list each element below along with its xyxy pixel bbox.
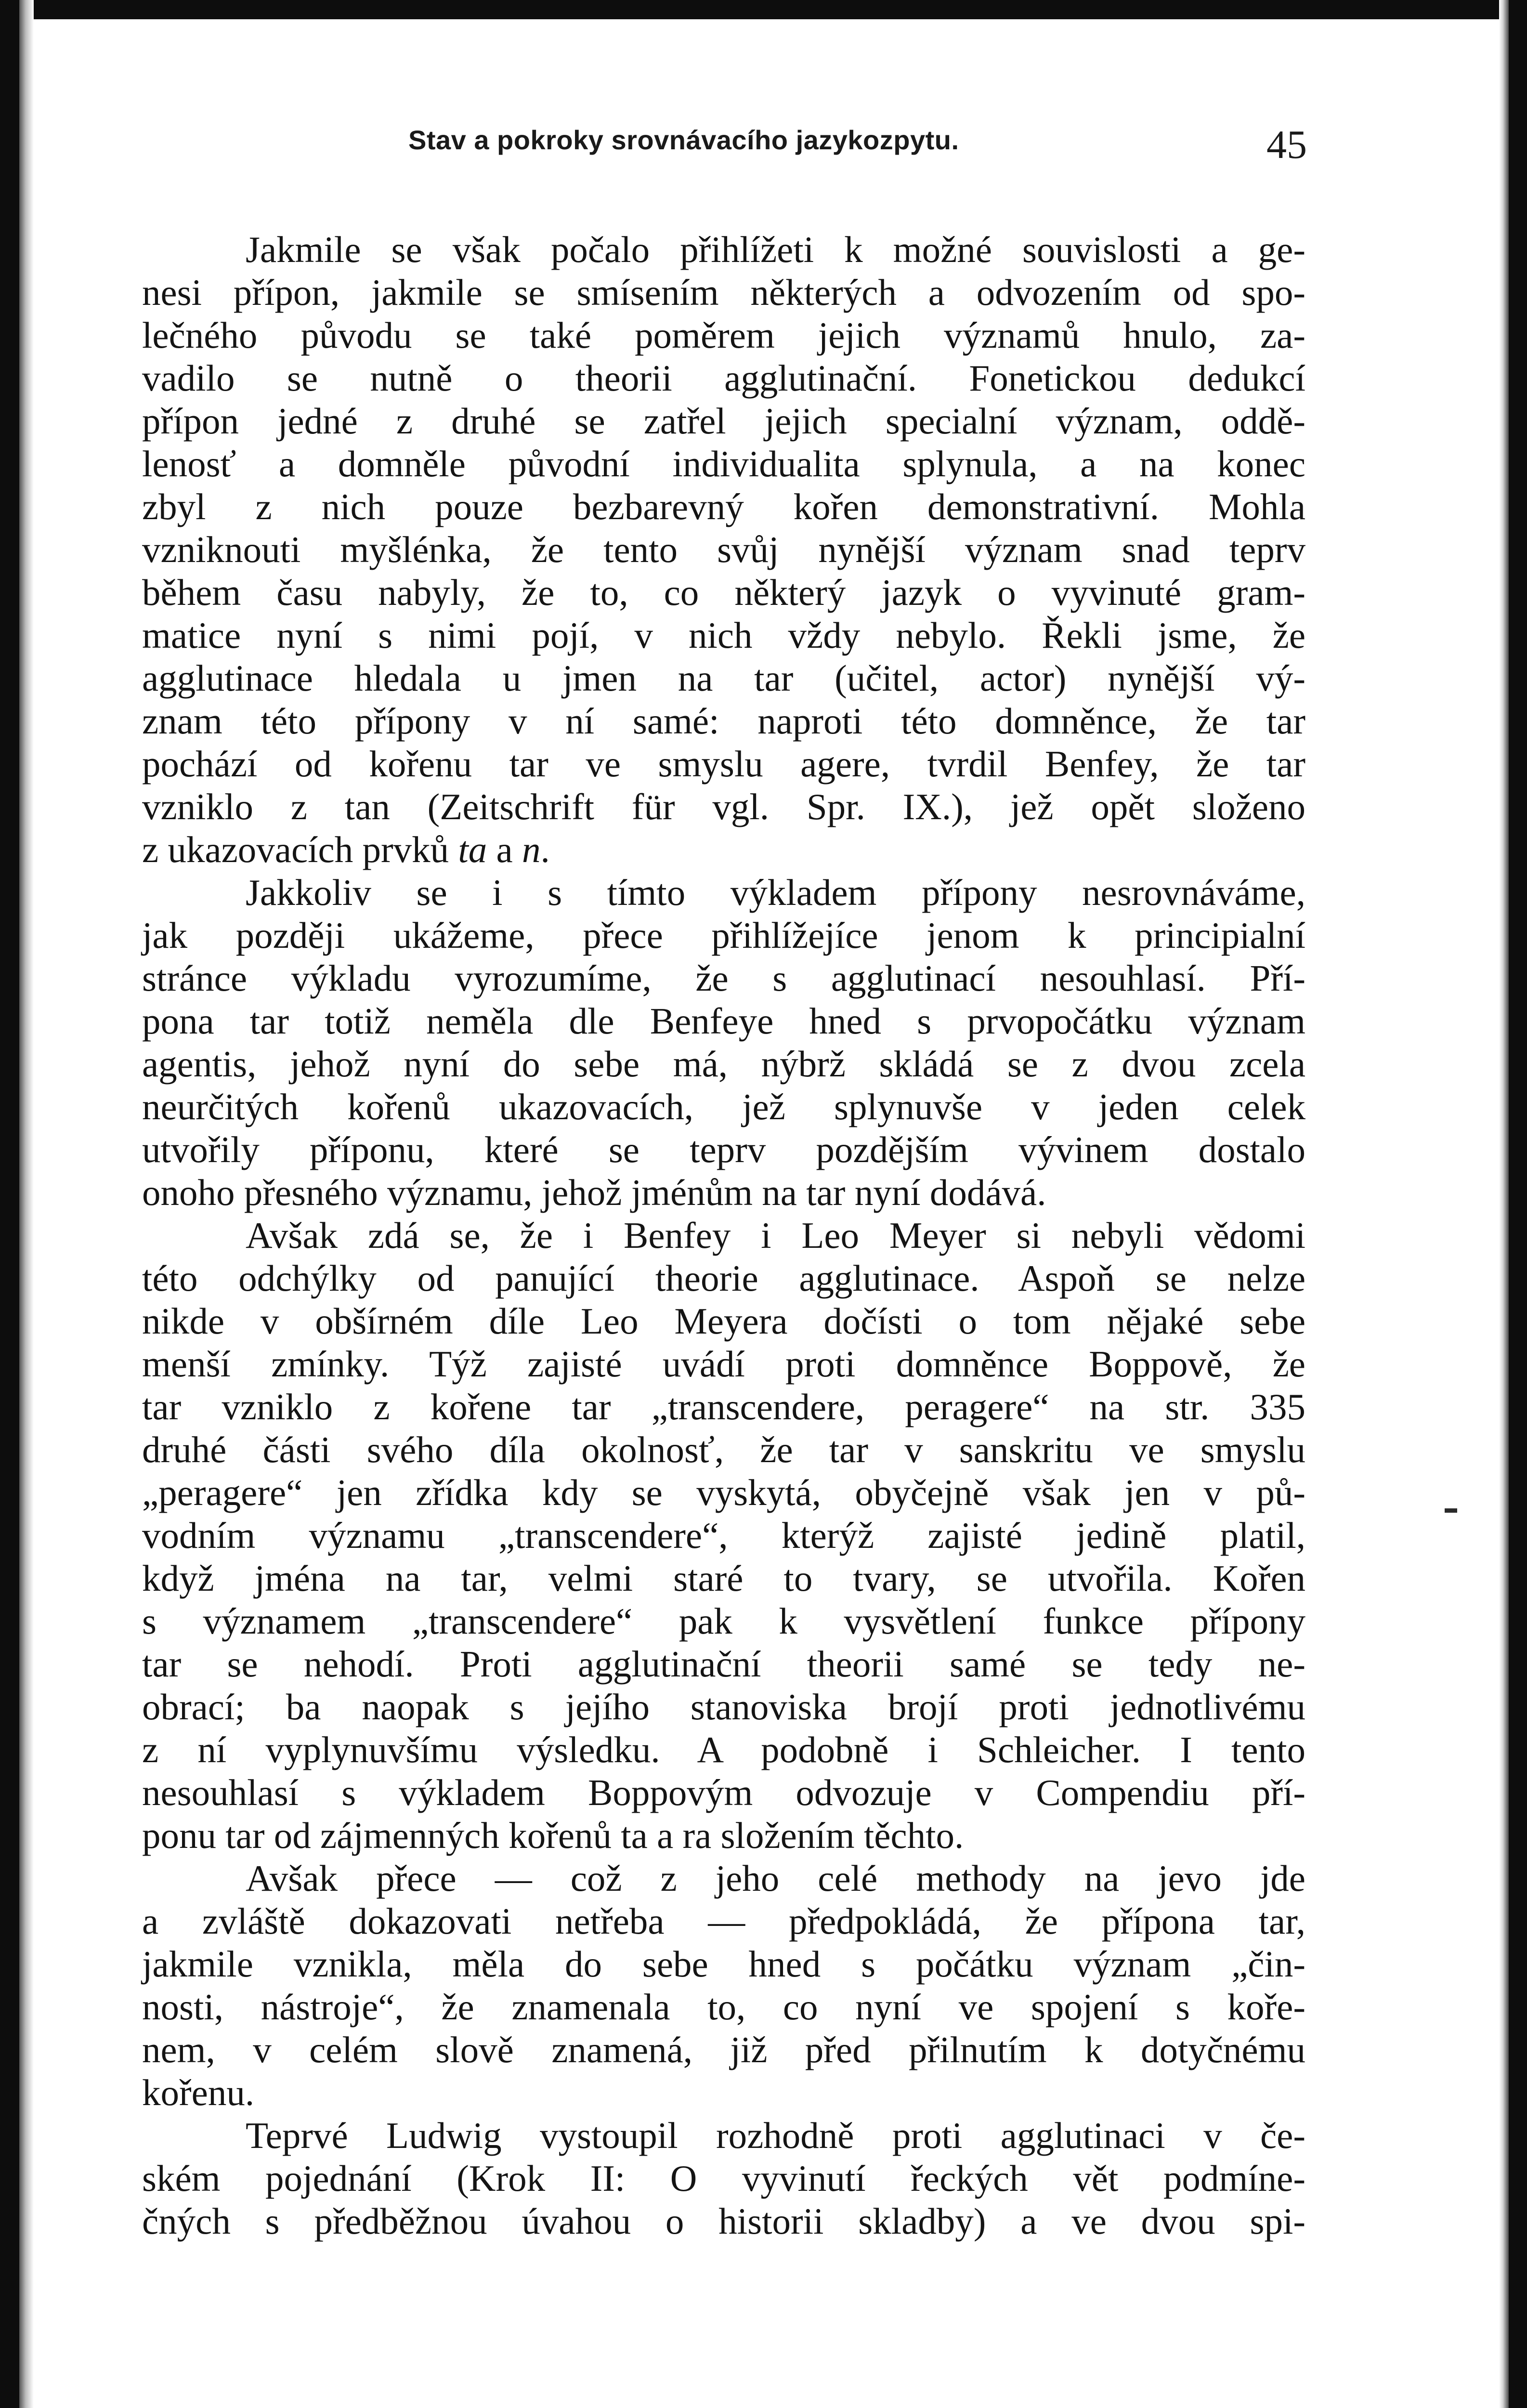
text-line: vodním významu „transcendere“, kterýž zajisté jedině platil, [142, 1515, 1305, 1556]
text-line: agentis, jehož nyní do sebe má, nýbrž skládá se z dvou zcela [142, 1043, 1305, 1085]
text-line: přípon jedné z druhé se zatřel jejich specialní význam, oddě- [142, 400, 1305, 442]
text-line: Jakmile se však počalo přihlížeti k možné souvislosti a ge- [246, 229, 1305, 270]
text-line: lečného původu se také poměrem jejich významů hnulo, za- [142, 314, 1305, 356]
margin-mark [1445, 1508, 1457, 1513]
text-line: matice nyní s nimi pojí, v nich vždy nebylo. Řekli jsme, že [142, 615, 1305, 656]
text-line: tar vzniklo z kořene tar „transcendere, peragere“ na str. 335 [142, 1386, 1305, 1427]
scan-border-top [0, 0, 1527, 19]
text-line: vzniknouti myšlénka, že tento svůj nynější význam snad teprv [142, 529, 1305, 570]
text-line: nesouhlasí s výkladem Boppovým odvozuje v Compendiu pří- [142, 1772, 1305, 1813]
text-line: Avšak zdá se, že i Benfey i Leo Meyer si nebyli vědomi [246, 1215, 1305, 1256]
text-line: této odchýlky od panující theorie agglutinace. Aspoň se nelze [142, 1257, 1305, 1299]
text-line: druhé části svého díla okolnosť, že tar v sanskritu ve smyslu [142, 1429, 1305, 1470]
text-line: znam této přípony v ní samé: naproti této domněnce, že tar [142, 700, 1305, 742]
text-line: nesi přípon, jakmile se smísením některých a odvozením od spo- [142, 272, 1305, 313]
text-line: Teprvé Ludwig vystoupil rozhodně proti agglutinaci v če- [246, 2115, 1305, 2156]
text-line: zbyl z nich pouze bezbarevný kořen demonstrativní. Mohla [142, 486, 1305, 527]
text-line: vzniklo z tan (Zeitschrift für vgl. Spr. IX.), jež opět složeno [142, 786, 1305, 827]
text-line: jak později ukážeme, přece přihlížejíce jenom k principialní [142, 915, 1305, 956]
text-line: během času nabyly, že to, co některý jazyk o vyvinuté gram- [142, 572, 1305, 613]
scan-shadow-left [19, 0, 34, 2408]
text-line: jakmile vznikla, měla do sebe hned s počátku význam „čin- [142, 1943, 1305, 1985]
text-line: kořenu. [142, 2072, 255, 2113]
scan-shadow-right [1499, 0, 1509, 2408]
text-line: čných s předběžnou úvahou o historii skladby) a ve dvou spi- [142, 2200, 1305, 2242]
text-line: tar se nehodí. Proti agglutinační theorii samé se tedy ne- [142, 1643, 1305, 1685]
text-line: ponu tar od zájmenných kořenů ta a ra složením těchto. [142, 1815, 964, 1856]
text-line: pona tar totiž neměla dle Benfeye hned s prvopočátku význam [142, 1000, 1305, 1042]
page-number: 45 [1266, 122, 1307, 167]
text-line: obrací; ba naopak s jejího stanoviska brojí proti jednotlivému [142, 1686, 1305, 1727]
text-line: když jména na tar, velmi staré to tvary, se utvořila. Kořen [142, 1557, 1305, 1599]
text-line: onoho přesného významu, jehož jménům na tar nyní dodává. [142, 1172, 1046, 1213]
text-line: z ní vyplynuvšímu výsledku. A podobně i Schleicher. I tento [142, 1729, 1305, 1770]
text-line: „peragere“ jen zřídka kdy se vyskytá, obyčejně však jen v pů- [142, 1472, 1305, 1513]
text-line: vadilo se nutně o theorii agglutinační. Fonetickou dedukcí [142, 357, 1305, 399]
text-line: a zvláště dokazovati netřeba — předpokládá, že přípona tar, [142, 1900, 1305, 1942]
text-line: pochází od kořenu tar ve smyslu agere, tvrdil Benfey, že tar [142, 743, 1305, 785]
text-line: Jakkoliv se i s tímto výkladem přípony nesrovnáváme, [246, 872, 1305, 913]
text-line: nosti, nástroje“, že znamenala to, co nyní ve spojení s koře- [142, 1986, 1305, 2028]
text-line: menší zmínky. Týž zajisté uvádí proti domněnce Boppově, že [142, 1343, 1305, 1385]
text-line: z ukazovacích prvků ta a n. [142, 829, 550, 870]
text-line: neurčitých kořenů ukazovacích, jež splynuvše v jeden celek [142, 1086, 1305, 1127]
text-line: s významem „transcendere“ pak k vysvětlení funkce přípony [142, 1600, 1305, 1642]
text-line: nikde v obšírném díle Leo Meyera dočísti o tom nějaké sebe [142, 1300, 1305, 1342]
text-line: ském pojednání (Krok II: O vyvinutí řeckých vět podmíne- [142, 2158, 1305, 2199]
scan-border-right [1509, 0, 1527, 2408]
running-header: Stav a pokroky srovnávacího jazykozpytu. [408, 125, 959, 155]
text-line: lenosť a domněle původní individualita splynula, a na konec [142, 443, 1305, 484]
scan-border-left [0, 0, 19, 2408]
text-line: stránce výkladu vyrozumíme, že s agglutinací nesouhlasí. Pří- [142, 957, 1305, 999]
text-line: agglutinace hledala u jmen na tar (učitel, actor) nynější vý- [142, 657, 1305, 699]
text-line: nem, v celém slově znamená, již před přilnutím k dotyčnému [142, 2029, 1305, 2070]
text-line: utvořily příponu, které se teprv pozdějším vývinem dostalo [142, 1129, 1305, 1170]
body-text [142, 228, 1305, 2243]
text-line: Avšak přece — což z jeho celé methody na jevo jde [246, 1858, 1305, 1899]
